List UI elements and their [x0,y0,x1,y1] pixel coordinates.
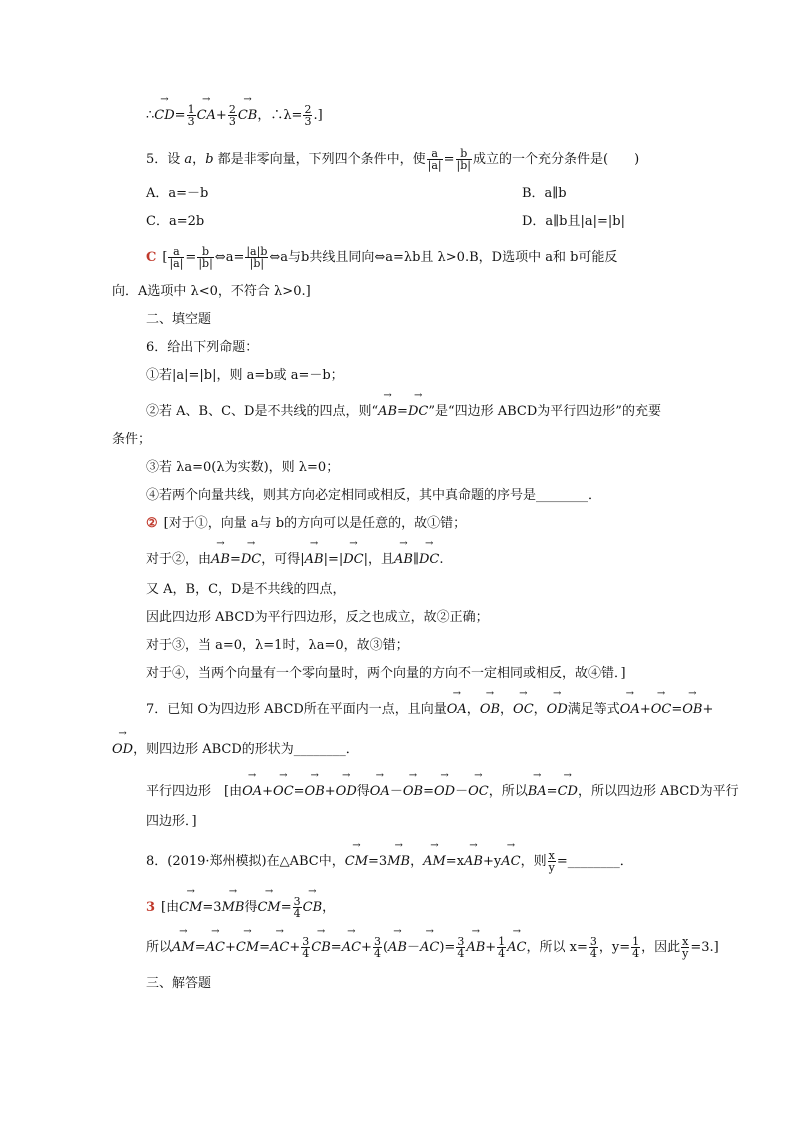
q6-answer-line1: ② [对于①，向量 a与 b的方向可以是任意的，故①错； [146,516,467,531]
q6-statement-4: ④若两个向量共线，则其方向必定相同或相反，其中真命题的序号是________． [146,488,602,503]
q5-answer-letter: C [146,250,157,265]
q5-option-c: C．a=2b [146,214,205,229]
q6-statement-2a: ②若 A、B、C、D是不共线的四点，则“→ AB=→ DC”是“四边形 ABCD为平行四边形”的充要 [146,402,734,422]
q6-statement-1: ①若|a|=|b|，则 a=b或 a=－b； [146,368,344,383]
q8-answer-line2: 所以→ AM=→ AC+→ CM=→ AC+ $\frac{3}{4}$ → CB=→ AC+ $\frac{3}{4}$ (→ AB－→ AC)= $\frac{3}{4}$ → AB+ $\frac{1}{4}$ → AC，所以 x= $\frac{3}{4}$ ，y= $\frac{1}{4}$ ，因此 $\frac{x}{y}$ =3.] [146,936,734,959]
q5-options-row1 [146,184,734,204]
q8-answer-letter: 3 [146,900,156,915]
section-answer-questions: 三、解答题 [146,976,212,991]
q5-answer-line1: C [ $\frac{a}{|a|}$ = $\frac{b}{|b|}$ ⇔a= $\frac{|a|b}{|b|}$ ⇔a与b共线且同向⇔a=λb且 λ>0.B，D选项中 a和 b可能反 [146,245,618,270]
q6-answer-line2: 对于②，由→ AB=→ DC，可得|→ AB|=|→ DC|，且→ AB∥→ DC. [146,550,734,570]
question-5: 5．设 a，b 都是非零向量，下列四个条件中，使 $\frac{a}{|a|}$ = $\frac{b}{|b|}$ 成立的一个充分条件是( ) [146,147,640,172]
question-7b: → OD，则四边形 ABCD的形状为________． [112,740,734,760]
prev-answer-tail: ∴→ CD= $\frac{1}{3}$ → CA+ $\frac{2}{3}$ → CB，∴λ= $\frac{2}{3}$ .] [146,104,734,127]
q6-statement-2b: 条件； [112,432,152,447]
q5-option-a: A．a=－b [146,186,209,201]
q6-answer-line6: 对于④，当两个向量有一个零向量时，两个向量的方向不一定相同或相反，故④错．] [146,666,626,681]
q6-answer-line5: 对于③，当 a=0，λ=1时，λa=0，故③错； [146,638,409,653]
q5-answer-line2: 向．A选项中 λ<0，不符合 λ>0.] [112,284,311,299]
question-8: 8．(2019·郑州模拟)在△ABC中，→ CM=3→ MB，→ AM=x→ AB+y→ AC，则 $\frac{x}{y}$ =________． [146,850,734,873]
q7-answer-line2: 四边形．] [146,814,197,829]
q6-statement-3: ③若 λa=0(λ为实数)，则 λ=0； [146,460,340,475]
q5-options-row2 [146,212,734,232]
q6-answer-letter: ② [146,516,158,531]
question-7a: 7．已知 O为四边形 ABCD所在平面内一点，且向量→ OA，→ OB，→ OC，→ OD满足等式→ OA+→ OC=→ OB+ [146,700,734,720]
question-6: 6．给出下列命题： [146,340,259,355]
q6-answer-line4: 因此四边形 ABCD为平行四边形，反之也成立，故②正确； [146,610,489,625]
q7-answer-line1: 平行四边形 [由→ OA+→ OC=→ OB+→ OD得→ OA－→ OB=→ OD－→ OC，所以→ BA=→ CD，所以四边形 ABCD为平行 [146,782,734,802]
q6-answer-line3: 又 A，B，C，D是不共线的四点， [146,582,346,597]
q5-option-d: D．a∥b且|a|=|b| [522,214,625,229]
q5-option-b: B．a∥b [522,186,567,201]
q8-answer-line1: 3 [由→ CM=3→ MB得→ CM= $\frac{3}{4}$ → CB， [146,896,734,919]
section-fill-in: 二、填空题 [146,312,212,327]
